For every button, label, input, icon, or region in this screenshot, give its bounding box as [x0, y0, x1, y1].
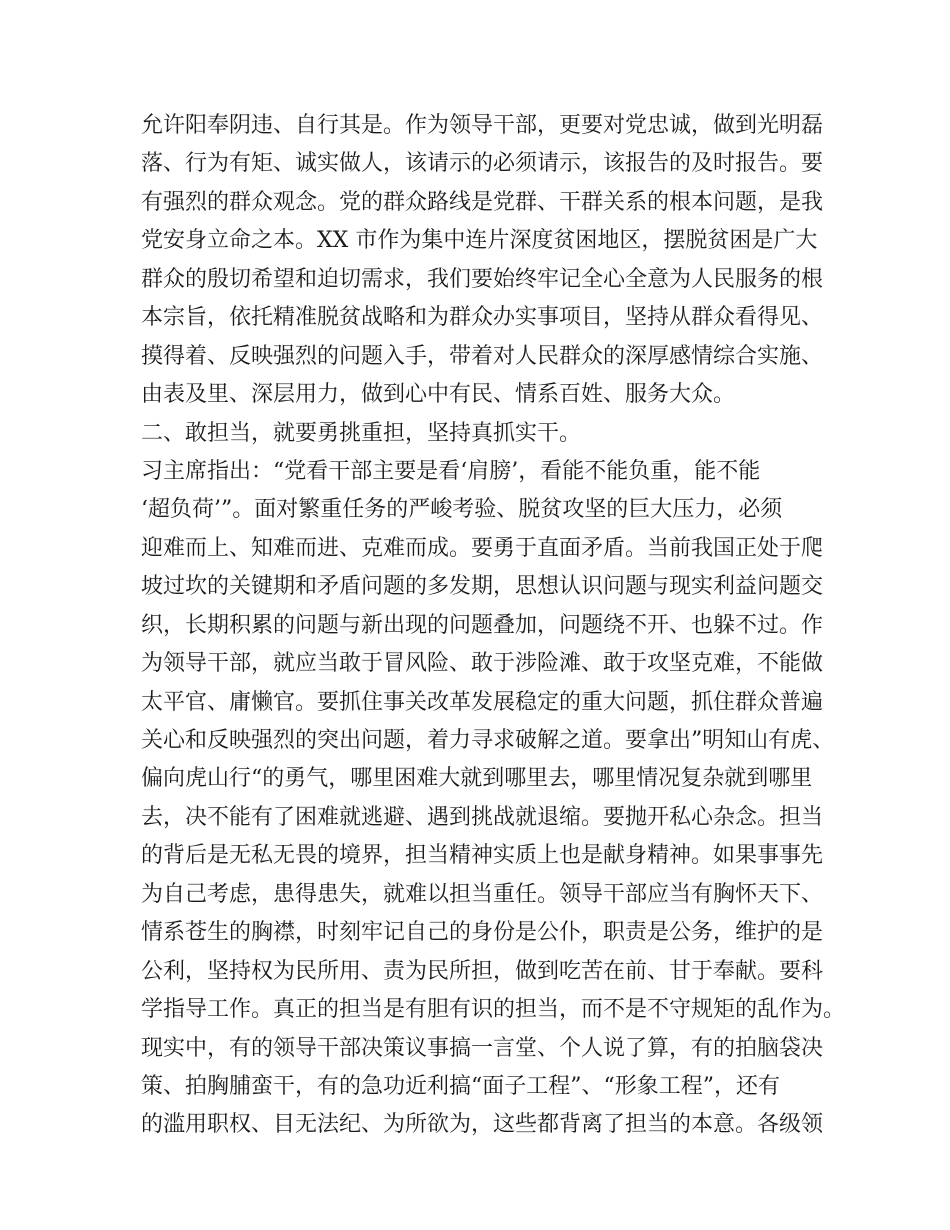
text-line: 的滥用职权、目无法纪、为所欲为，这些都背离了担当的本意。各级领 — [141, 1112, 824, 1138]
text-line: 迎难而上、知难而进、克难而成。要勇于直面矛盾。当前我国正处于爬 — [141, 535, 824, 561]
text-line: 的背后是无私无畏的境界，担当精神实质上也是献身精神。如果事事先 — [141, 843, 824, 869]
text-line: 落、行为有矩、诚实做人，该请示的必须请示，该报告的及时报告。要 — [141, 151, 824, 177]
text-line: 偏向虎山行“的勇气，哪里困难大就到哪里去，哪里情况复杂就到哪里 — [141, 766, 813, 792]
text-line: 情系苍生的胸襟，时刻牢记自己的身份是公仆，职责是公务，维护的是 — [141, 920, 824, 946]
text-line: 学指导工作。真正的担当是有胆有识的担当，而不是不守规矩的乱作为。 — [141, 997, 846, 1023]
text-line: 策、拍胸脯蛮干，有的急功近利搞“面子工程”、“形象工程”，还有 — [141, 1073, 780, 1099]
body-text — [141, 107, 846, 1145]
section-heading: 二、敢担当，就要勇挑重担，坚持真抓实干。 — [141, 420, 582, 446]
text-line: 有强烈的群众观念。党的群众路线是党群、干群关系的根本问题，是我 — [141, 189, 824, 215]
text-line: 本宗旨，依托精准脱贫战略和为群众办实事项目，坚持从群众看得见、 — [141, 305, 824, 331]
text-line: 习主席指出：“党看干部主要是看‘肩膀’，看能不能负重，能不能 — [141, 458, 761, 484]
text-line: 由表及里、深层用力，做到心中有民、情系百姓、服务大众。 — [141, 382, 736, 408]
text-line: 党安身立命之本。XX 市作为集中连片深度贫困地区，摆脱贫困是广大 — [141, 228, 818, 254]
text-line: ‘超负荷’”。面对繁重任务的严峻考验、脱贫攻坚的巨大压力，必须 — [141, 497, 783, 523]
text-line: 坡过坎的关键期和矛盾问题的多发期，思想认识问题与现实利益问题交 — [141, 574, 824, 600]
text-line: 摸得着、反映强烈的问题入手，带着对人民群众的深厚感情综合实施、 — [141, 343, 824, 369]
text-line: 公利，坚持权为民所用、责为民所担，做到吃苦在前、甘于奉献。要科 — [141, 958, 824, 984]
text-line: 为自己考虑，患得患失，就难以担当重任。领导干部应当有胸怀天下、 — [141, 881, 824, 907]
text-line: 去，决不能有了困难就逃避、遇到挑战就退缩。要抛开私心杂念。担当 — [141, 804, 824, 830]
text-line: 允许阳奉阴违、自行其是。作为领导干部，更要对党忠诚，做到光明磊 — [141, 113, 824, 138]
text-line: 现实中，有的领导干部决策议事搞一言堂、个人说了算，有的拍脑袋决 — [141, 1035, 824, 1061]
text-line: 群众的殷切希望和迫切需求，我们要始终牢记全心全意为人民服务的根 — [141, 266, 824, 292]
text-line: 太平官、庸懒官。要抓住事关改革发展稳定的重大问题，抓住群众普遍 — [141, 689, 824, 715]
text-line: 关心和反映强烈的突出问题，着力寻求破解之道。要拿出”明知山有虎、 — [141, 728, 835, 753]
text-line: 为领导干部，就应当敢于冒风险、敢于涉险滩、敢于攻坚克难，不能做 — [141, 651, 824, 677]
text-line: 织，长期积累的问题与新出现的问题叠加，问题绕不开、也躲不过。作 — [141, 612, 824, 638]
